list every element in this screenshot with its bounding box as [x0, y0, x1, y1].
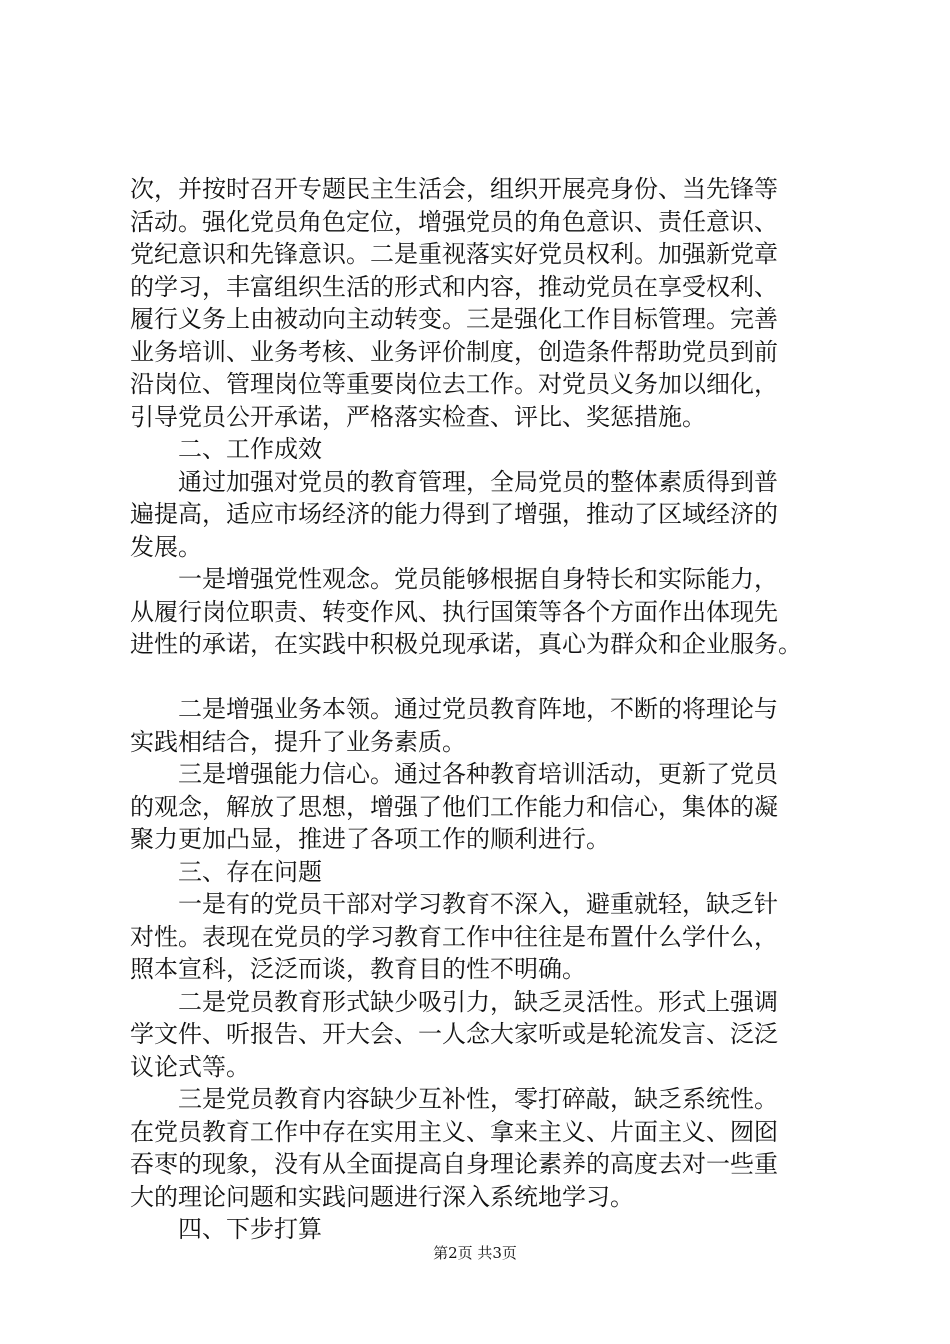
text-line: 沿岗位、管理岗位等重要岗位去工作。对党员义务加以细化， — [130, 370, 778, 398]
page-indicator: 第2页 共3页 — [433, 1244, 517, 1262]
text-line: 遍提高，适应市场经济的能力得到了增强，推动了区域经济的 — [130, 500, 778, 528]
blank-line — [130, 661, 830, 694]
text-line: 二是增强业务本领。通过党员教育阵地，不断的将理论与 — [178, 695, 778, 723]
text-line: 一是有的党员干部对学习教育不深入，避重就轻，缺乏针 — [178, 890, 778, 918]
text-line: 二是党员教育形式缺少吸引力，缺乏灵活性。形式上强调 — [178, 987, 778, 1016]
text-line: 履行义务上由被动向主动转变。三是强化工作目标管理。完善 — [130, 305, 778, 333]
text-line: 一是增强党性观念。党员能够根据自身特长和实际能力， — [178, 565, 778, 593]
text-line: 议论式等。 — [130, 1052, 250, 1081]
text-line: 通过加强对党员的教育管理，全局党员的整体素质得到普 — [178, 467, 778, 496]
text-line: 聚力更加凸显，推进了各项工作的顺利进行。 — [130, 825, 610, 853]
text-line: 三是党员教育内容缺少互补性，零打碎敲，缺乏系统性。 — [178, 1085, 778, 1113]
text-line: 次，并按时召开专题民主生活会，组织开展亮身份、当先锋等 — [130, 175, 778, 203]
text-line: 从履行岗位职责、转变作风、执行国策等各个方面作出体现先 — [130, 597, 778, 626]
text-line: 的学习，丰富组织生活的形式和内容，推动党员在享受权利、 — [130, 272, 778, 301]
text-line: 在党员教育工作中存在实用主义、拿来主义、片面主义、囫囵 — [130, 1117, 778, 1146]
text-line: 三是增强能力信心。通过各种教育培训活动，更新了党员 — [178, 760, 778, 788]
text-line: 对性。表现在党员的学习教育工作中往往是布置什么学什么， — [130, 922, 778, 951]
text-line: 活动。强化党员角色定位，增强党员的角色意识、责任意识、 — [130, 207, 778, 236]
text-line: 发展。 — [130, 532, 202, 561]
text-line: 大的理论问题和实践问题进行深入系统地学习。 — [130, 1182, 634, 1211]
text-line: 学文件、听报告、开大会、一人念大家听或是轮流发言、泛泛 — [130, 1020, 778, 1048]
text-line: 业务培训、业务考核、业务评价制度，创造条件帮助党员到前 — [130, 337, 778, 366]
text-line: 引导党员公开承诺，严格落实检查、评比、奖惩措施。 — [130, 402, 706, 431]
document-body — [130, 173, 830, 1246]
section-heading: 二、工作成效 — [178, 435, 322, 463]
text-line: 实践相结合，提升了业务素质。 — [130, 727, 466, 756]
text-line: 的观念，解放了思想，增强了他们工作能力和信心，集体的凝 — [130, 792, 778, 821]
text-line: 吞枣的现象，没有从全面提高自身理论素养的高度去对一些重 — [130, 1150, 778, 1178]
section-heading: 三、存在问题 — [178, 857, 322, 886]
text-line: 照本宣科，泛泛而谈，教育目的性不明确。 — [130, 955, 586, 983]
text-line: 党纪意识和先锋意识。二是重视落实好党员权利。加强新党章 — [130, 240, 778, 268]
text-line: 进性的承诺，在实践中积极兑现承诺，真心为群众和企业服务。 — [130, 630, 802, 658]
section-heading: 四、下步打算 — [178, 1215, 322, 1243]
